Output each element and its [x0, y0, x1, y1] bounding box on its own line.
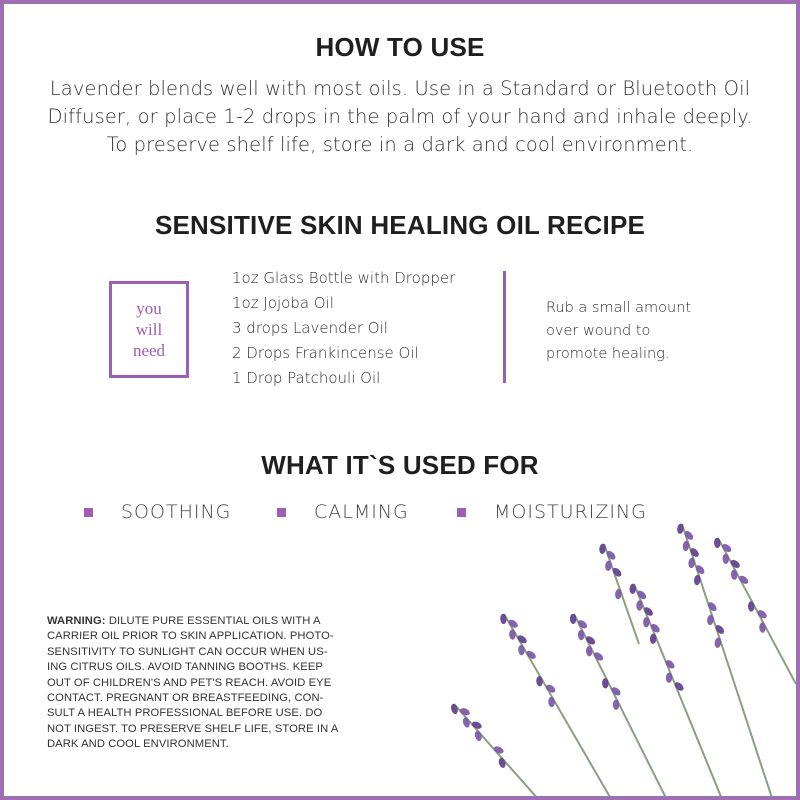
- recipe-heading: SENSITIVE SKIN HEALING OIL RECIPE: [154, 210, 646, 240]
- lavender-bud: [536, 676, 543, 687]
- how-to-use-heading: HOW TO USE: [315, 32, 485, 62]
- stem: [682, 524, 774, 800]
- stem: [718, 538, 796, 684]
- lavender-sprig: [677, 523, 774, 800]
- instruction-line: Rub a small amount: [546, 300, 692, 316]
- how-to-use-line: To preserve shelf life, store in a dark and cool environment.: [106, 133, 694, 156]
- ingredient-item: 3 drops Lavender Oil: [232, 319, 388, 337]
- lavender-sprigs-image: [424, 504, 796, 800]
- instruction-line: promote healing.: [546, 346, 670, 362]
- square-bullet-icon: [277, 508, 286, 517]
- use-item-soothing: [84, 501, 231, 523]
- warning-line: SENSITIVITY TO SUNLIGHT CAN OCCUR WHEN US-: [47, 645, 328, 658]
- lavender-bud: [450, 703, 459, 715]
- warning-line: [47, 614, 362, 629]
- warning-line: CARRIER OIL PRIOR TO SKIN APPLICATION. PHOTO-: [47, 630, 334, 643]
- you-will-need-word: will: [135, 320, 163, 339]
- how-to-use-line: Diffuser, or place 1-2 drops in the palm of your hand and inhale deeply.: [47, 105, 753, 128]
- lavender-bud: [509, 629, 516, 640]
- warning-line: DARK AND COOL ENVIRONMENT.: [47, 738, 229, 751]
- ingredient-item: 1oz Jojoba Oil: [232, 294, 334, 312]
- ingredient-item: 2 Drops Frankincense Oil: [232, 344, 419, 362]
- uses-heading: WHAT IT`S USED FOR: [261, 450, 539, 480]
- use-label: MOISTURIZING: [494, 501, 647, 523]
- warning-label: WARNING:: [47, 615, 106, 627]
- ingredient-item: 1oz Glass Bottle with Dropper: [232, 269, 456, 287]
- you-will-need-box: [109, 281, 189, 378]
- how-to-use-text: [24, 75, 776, 159]
- lavender-bud: [548, 697, 555, 708]
- warning-line: OUT OF CHILDREN'S AND PET'S REACH. AVOID EYE: [47, 676, 332, 689]
- warning-line: ING CITRUS OILS. AVOID TANNING BOOTHS. KEEP: [47, 661, 323, 674]
- lavender-bud: [518, 645, 525, 656]
- lavender-bud: [500, 614, 507, 625]
- recipe-instructions: [546, 297, 691, 366]
- lavender-sprig: [714, 538, 796, 684]
- lavender-bud: [498, 757, 507, 769]
- lavender-bud: [474, 730, 483, 742]
- lavender-bud: [462, 717, 471, 729]
- lavender-sprig: [500, 614, 614, 800]
- warning-line-text: DILUTE PURE ESSENTIAL OILS WITH A: [108, 615, 321, 627]
- warning-line: CONTACT. PREGNANT OR BREASTFEEDING, CON-: [47, 692, 324, 705]
- square-bullet-icon: [84, 508, 93, 517]
- warning-line: SULT A HEALTH PROFESSIONAL BEFORE USE. DO: [47, 707, 323, 720]
- how-to-use-line: Lavender blends well with most oils. Use in a Standard or Bluetooth Oil: [49, 77, 751, 100]
- divider-line: [503, 271, 506, 383]
- use-label: CALMING: [314, 501, 409, 523]
- ingredient-item: 1 Drop Patchouli Oil: [232, 369, 381, 387]
- ingredient-list: [232, 266, 455, 391]
- lavender-sprig: [450, 703, 539, 800]
- use-label: SOOTHING: [121, 501, 232, 523]
- warning-line: NOT INGEST. TO PRESERVE SHELF LIFE, STORE IN A: [47, 722, 339, 735]
- you-will-need-word: need: [132, 341, 166, 360]
- warning-text: [47, 614, 362, 753]
- use-item-calming: [277, 501, 409, 523]
- you-will-need-word: you: [136, 299, 162, 318]
- instruction-line: over wound to: [546, 323, 651, 339]
